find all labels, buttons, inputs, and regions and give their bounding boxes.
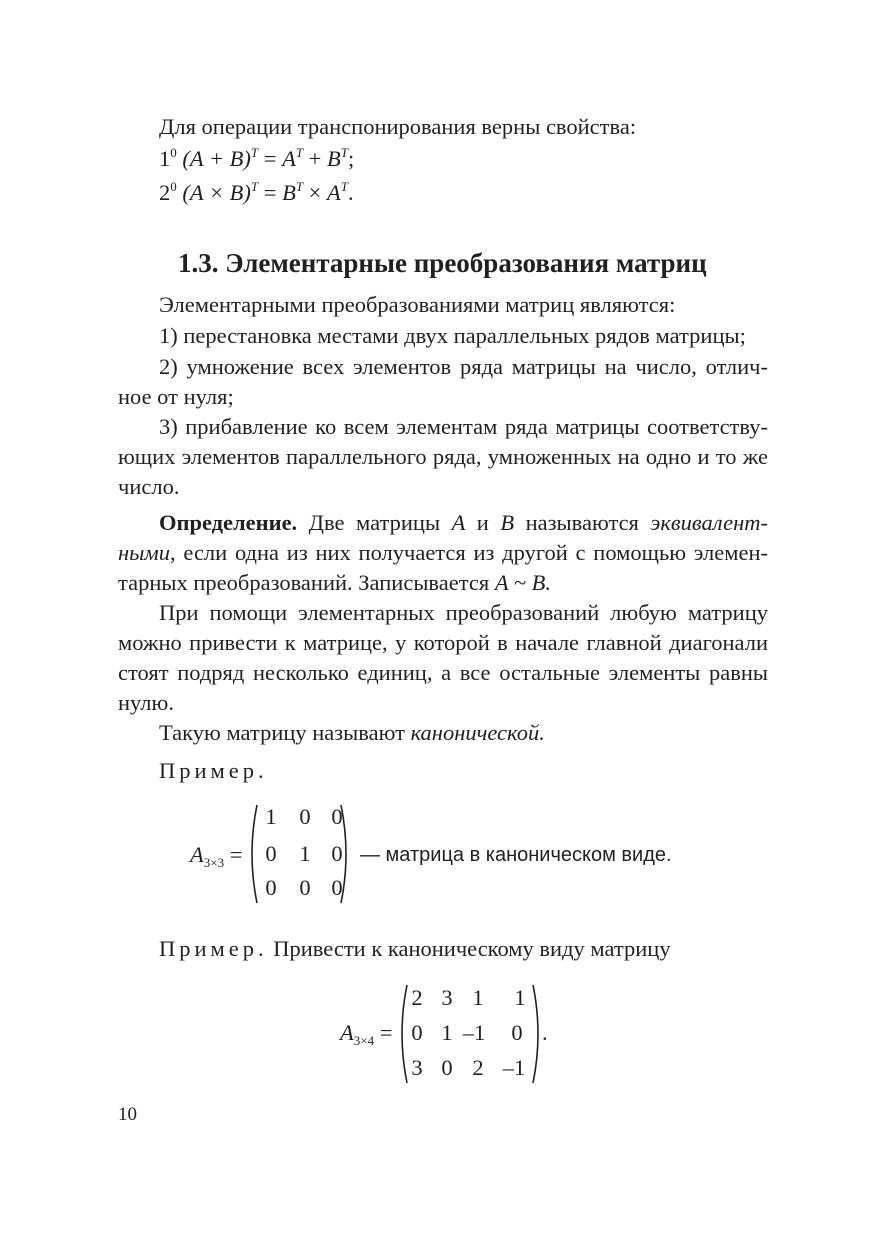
matrix-cell: 1 [299,841,311,866]
matrix-cell: 2 [472,1055,484,1080]
matrix-cell: 3 [441,985,453,1010]
matrix-cell: 2 [411,985,423,1010]
matrix-cell: 0 [511,1020,523,1045]
matrix-cell: 3 [411,1055,423,1080]
matrix-cell: 0 [331,875,343,900]
transpose-property-1: $1^0$ $(A + B)^T = A^T + B^T$; [159,145,355,171]
example-1-formula [190,800,710,910]
transpose-property-2: $2^0$ $(A \times B)^T = B^T \times A^T$. [159,179,354,205]
example-1-label: Пример. [159,758,268,783]
matrix-cell: 0 [411,1020,423,1045]
section-intro: Элементарными преобразованиями матриц являются: [159,292,676,317]
formula-period: . [542,1020,548,1045]
list-item-2-line-1: 2) умножение всех элементов ряда матрицы на число, отлич- [159,354,768,379]
matrix-cell: 0 [331,841,343,866]
matrix-cell: 0 [299,875,311,900]
right-parenthesis [340,804,350,904]
definition-line-1: Определение. Две матрицы A и B называются эквивалент- [159,510,769,535]
matrix-cell: 0 [265,841,277,866]
matrix-cell: 1 [472,985,484,1010]
list-item-3-line-3: число. [118,474,180,499]
canonical-para-line-3: стоят подряд несколько единиц, а все остальные элементы равны [118,660,768,685]
example-2-statement: Пример. Привести к каноническому виду матрицу [159,936,671,961]
definition-term: эквивалент- [650,510,769,535]
page-number: 10 [118,1104,137,1125]
matrix-cell: 0 [299,804,311,829]
right-parenthesis [532,984,542,1084]
definition-line-2: ными, если одна из них получается из другой с помощью элемен- [118,540,768,565]
matrix-cell: 1 [514,985,526,1010]
canonical-para-line-4: нулю. [118,690,174,715]
canonical-para-line-2: можно привести к матрице, у которой в начале главной диагонали [118,630,768,655]
matrix-cell: –1 [502,1055,526,1080]
list-item-2-line-2: ное от нуля; [118,384,234,409]
matrix-cell: –1 [462,1020,486,1045]
canonical-para-line-1: При помощи элементарных преобразований любую матрицу [159,600,768,625]
matrix-a-3x3-label: $A_{3\times 3}$ = [190,842,243,870]
definition-line-3: тарных преобразований. Записывается A ~ B. [118,570,551,595]
example-2-formula [340,980,580,1090]
transpose-intro: Для операции транспонирования верны свойства: [159,114,637,139]
list-item-3-line-2: ющих элементов параллельного ряда, умноженных на одно и то же [118,444,768,469]
canonical-definition: Такую матрицу называют канонической. [159,720,545,745]
matrix-cell: 0 [331,804,343,829]
matrix-a-3x4-label: $A_{3\times 4}$ = [340,1020,393,1048]
matrix-cell: 0 [265,875,277,900]
matrix-cell: 1 [265,804,277,829]
matrix-cell: 0 [441,1055,453,1080]
definition-label: Определение. [159,510,298,535]
section-heading: 1.3. Элементарные преобразования матриц [178,248,707,278]
matrix-cell: 1 [441,1020,453,1045]
list-item-3-line-1: 3) прибавление ко всем элементам ряда матрицы соответству- [159,414,768,439]
example-1-caption: — матрица в каноническом виде. [360,844,672,866]
list-item-1: 1) перестановка местами двух параллельных рядов матрицы; [159,323,746,348]
